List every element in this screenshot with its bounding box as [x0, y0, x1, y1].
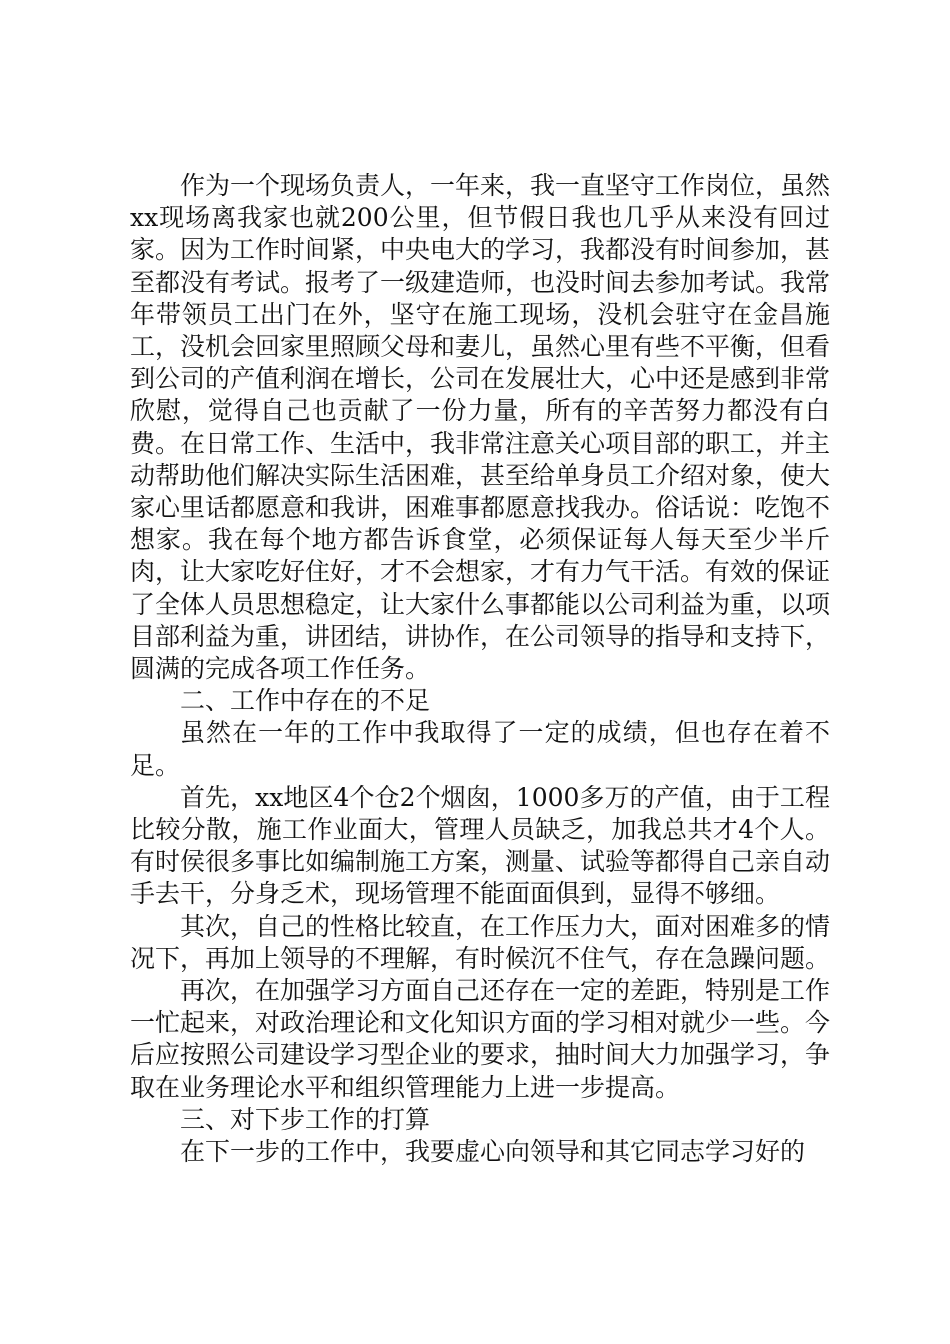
paragraph-site-manager-summary: 作为一个现场负责人，一年来，我一直坚守工作岗位，虽然xx现场离我家也就200公里，但节假日我也几乎从来没有回过家。因为工作时间紧，中央电大的学习，我都没有时间参加，甚至都没有考试。报考了一级建造师，也没时间去参加考试。我常年带领员工出门在外，坚守在施工现场，没机会驻守在金昌施工，没机会回家里照顾父母和妻儿，虽然心里有些不平衡，但看到公司的产值利润在增长，公司在发展壮大，心中还是感到非常欣慰，觉得自己也贡献了一份力量，所有的辛苦努力都没有白费。在日常工作、生活中，我非常注意关心项目部的职工，并主动帮助他们解决实际生活困难，甚至给单身员工介绍对象，使大家心里话都愿意和我讲，困难事都愿意找我办。俗话说：吃饱不想家。我在每个地方都告诉食堂，必须保证每人每天至少半斤肉，让大家吃好住好，才不会想家，才有力气干活。有效的保证了全体人员思想稳定，让大家什么事都能以公司利益为重，以项目部利益为重，讲团结，讲协作，在公司领导的指导和支持下，圆满的完成各项工作任务。: [130, 171, 831, 684]
paragraph-first-shortcoming: 首先，xx地区4个仓2个烟囱，1000多万的产值，由于工程比较分散，施工作业面大，管理人员缺乏，加我总共才4个人。有时侯很多事比如编制施工方案，测量、试验等都得自己亲自动手去干，分身乏术，现场管理不能面面俱到，显得不够细。: [130, 782, 831, 909]
section-heading-shortcomings: 二、工作中存在的不足: [180, 686, 431, 716]
document-body: [130, 170, 830, 1168]
section-heading-next-steps: 三、对下步工作的打算: [180, 1104, 431, 1134]
paragraph-next-steps: 在下一步的工作中，我要虚心向领导和其它同志学习好的: [180, 1137, 806, 1167]
paragraph-second-shortcoming: 其次，自己的性格比较直，在工作压力大，面对困难多的情况下，再加上领导的不理解，有时候沉不住气，存在急躁问题。: [130, 911, 831, 973]
paragraph-shortcomings-intro: 虽然在一年的工作中我取得了一定的成绩，但也存在着不足。: [130, 718, 830, 780]
paragraph-third-shortcoming: 再次，在加强学习方面自己还存在一定的差距，特别是工作一忙起来，对政治理论和文化知识方面的学习相对就少一些。今后应按照公司建设学习型企业的要求，抽时间大力加强学习，争取在业务理论水平和组织管理能力上进一步提高。: [130, 976, 831, 1102]
